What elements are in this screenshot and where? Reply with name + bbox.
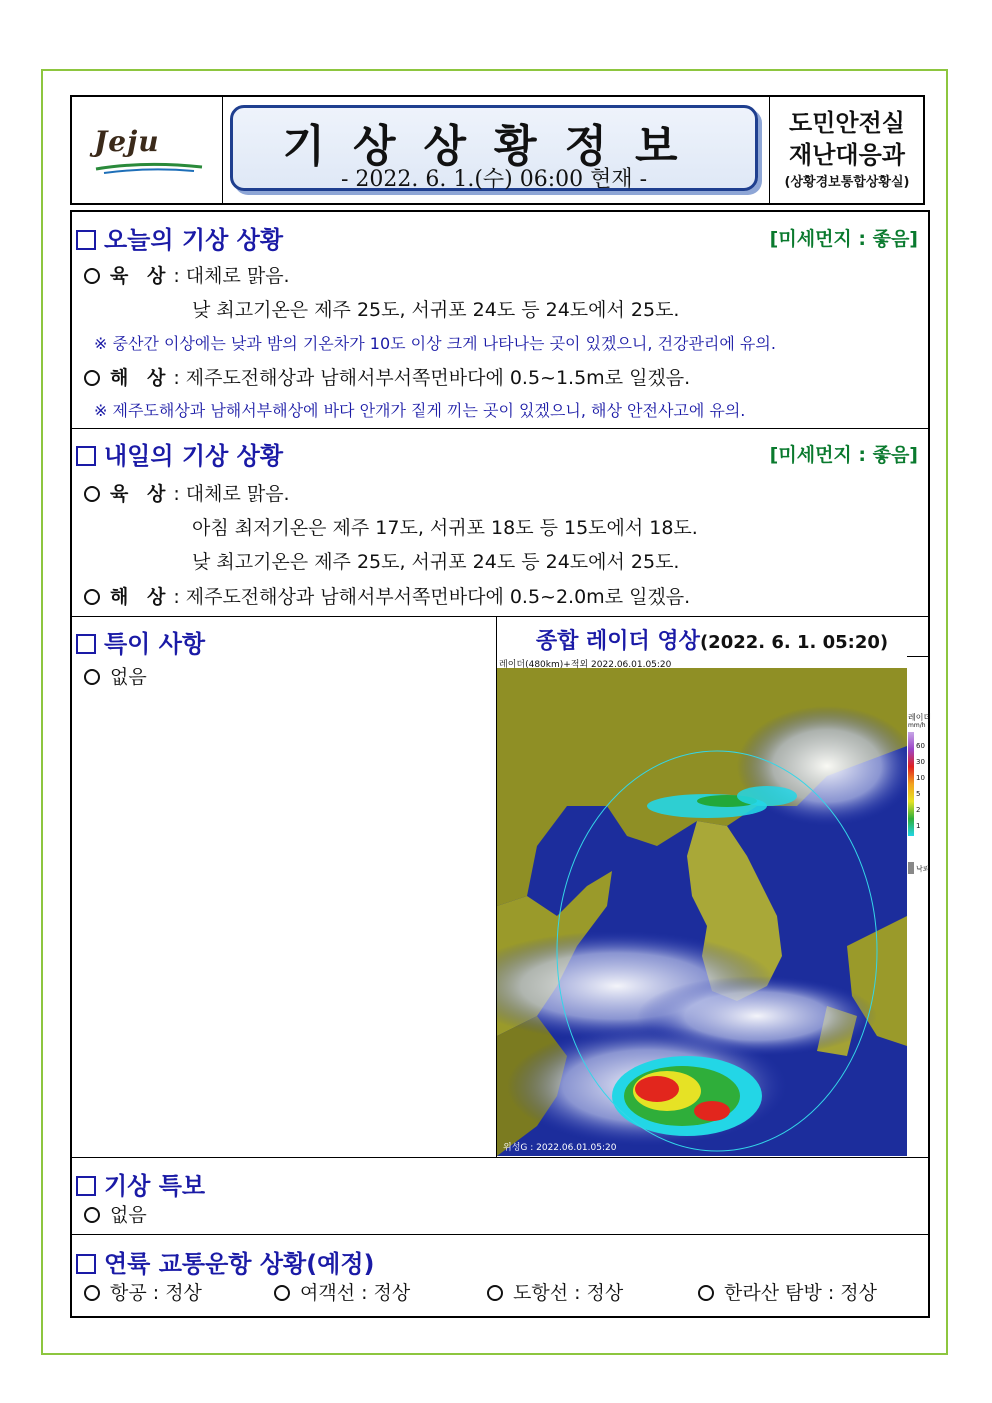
warning-item: 없음: [84, 1200, 147, 1227]
legend-value: 10: [916, 774, 925, 782]
checkbox-icon: [76, 230, 96, 250]
radar-caption-bottom: 위성G : 2022.06.01.05:20: [503, 1143, 617, 1153]
traffic-section-title: 연륙 교통운항 상황(예정): [76, 1244, 375, 1279]
radar-legend-unit: mm/h: [908, 722, 926, 729]
page-title: 기상상황정보: [282, 121, 706, 172]
radar-image: [497, 656, 907, 1156]
tomorrow-sea-row: 해 상 : 제주도전해상과 남해서부서쪽먼바다에 0.5~2.0m로 일겠음.: [84, 582, 690, 609]
circle-bullet-icon: [698, 1285, 714, 1301]
traffic-item-hallasan: 한라산 탐방 : 정상: [698, 1278, 877, 1305]
circle-bullet-icon: [84, 370, 100, 386]
today-section-title: 오늘의 기상 상황: [76, 220, 283, 255]
legend-value: 30: [916, 758, 925, 766]
today-dust-status: [미세먼지 : 좋음]: [769, 228, 918, 250]
logo-swoosh-icon: [94, 161, 204, 175]
tomorrow-land-row: 육 상 : 대체로 맑음.: [84, 479, 290, 506]
header: [70, 95, 925, 205]
traffic-item-island-ferry: 도항선 : 정상: [487, 1278, 623, 1305]
radar-title: 종합 레이더 영상(2022. 6. 1. 05:20): [535, 629, 889, 654]
today-note-temp: ※ 중산간 이상에는 낮과 밤의 기온차가 10도 이상 크게 나타나는 곳이 있겠으니, 건강관리에 유의.: [94, 334, 776, 353]
divider: [72, 1157, 928, 1158]
lightning-swatch: [908, 862, 914, 874]
legend-lightning: 낙뢰: [916, 865, 930, 873]
radar-legend-bar: [908, 732, 914, 836]
jeju-logo: Jeju: [94, 125, 160, 158]
divider: [72, 616, 928, 617]
checkbox-icon: [76, 634, 96, 654]
radar-map-image: [497, 656, 907, 1156]
department-line3: (상황경보통합상황실): [784, 175, 910, 190]
today-note-fog: ※ 제주도해상과 남해서부해상에 바다 안개가 짙게 끼는 곳이 있겠으니, 해상 안전사고에 유의.: [94, 401, 746, 420]
circle-bullet-icon: [84, 1285, 100, 1301]
circle-bullet-icon: [84, 268, 100, 284]
divider: [72, 1234, 928, 1235]
checkbox-icon: [76, 1254, 96, 1274]
circle-bullet-icon: [274, 1285, 290, 1301]
legend-value: 5: [916, 790, 921, 798]
tomorrow-land-max-temp: 낮 최고기온은 제주 25도, 서귀포 24도 등 24도에서 25도.: [192, 551, 680, 573]
legend-value: 60: [916, 742, 925, 750]
divider: [72, 428, 928, 429]
legend-value: 2: [916, 806, 921, 814]
circle-bullet-icon: [84, 589, 100, 605]
page-subtitle: - 2022. 6. 1.(수) 06:00 현재 -: [340, 167, 648, 192]
special-section-title: 특이 사항: [76, 624, 205, 659]
department-line2: 재난대응과: [789, 141, 905, 169]
tomorrow-dust-status: [미세먼지 : 좋음]: [769, 444, 918, 466]
today-land-row: 육 상 : 대체로 맑음.: [84, 261, 290, 288]
today-sea-row: 해 상 : 제주도전해상과 남해서부서쪽먼바다에 0.5~1.5m로 일겠음.: [84, 363, 690, 390]
department-cell: [769, 97, 924, 203]
legend-value: 1: [916, 822, 921, 830]
checkbox-icon: [76, 446, 96, 466]
radar-caption-top: 레이더(480km)+적외 2022.06.01.05:20: [499, 660, 672, 670]
title-box: [230, 105, 758, 191]
tomorrow-land-min-temp: 아침 최저기온은 제주 17도, 서귀포 18도 등 15도에서 18도.: [192, 517, 698, 539]
main-table: [70, 210, 930, 1318]
traffic-item-ferry: 여객선 : 정상: [274, 1278, 410, 1305]
circle-bullet-icon: [84, 486, 100, 502]
radar-legend-title: 레이더: [908, 713, 932, 722]
circle-bullet-icon: [487, 1285, 503, 1301]
checkbox-icon: [76, 1176, 96, 1196]
tomorrow-section-title: 내일의 기상 상황: [76, 436, 283, 471]
special-item: 없음: [84, 662, 147, 689]
department-line1: 도민안전실: [789, 109, 905, 137]
circle-bullet-icon: [84, 669, 100, 685]
circle-bullet-icon: [84, 1207, 100, 1223]
logo-cell: [72, 97, 223, 203]
warning-section-title: 기상 특보: [76, 1166, 205, 1201]
today-land-max-temp: 낮 최고기온은 제주 25도, 서귀포 24도 등 24도에서 25도.: [192, 299, 680, 321]
radar-legend: [908, 712, 932, 892]
traffic-item-air: 항공 : 정상: [84, 1278, 202, 1305]
